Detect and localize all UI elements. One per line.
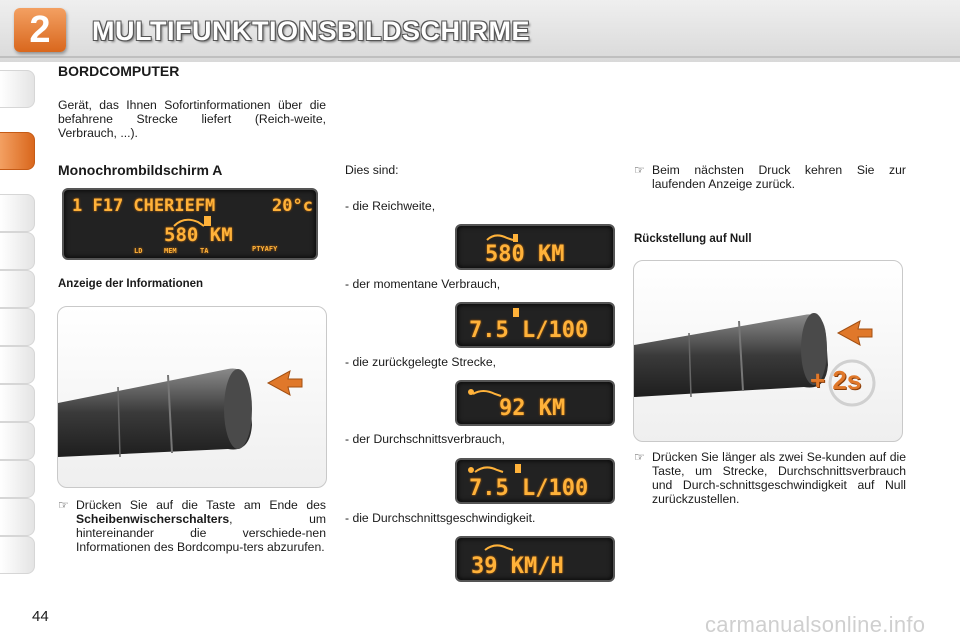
chapter-tabs [0,70,34,580]
chapter-tab-7[interactable] [0,346,35,384]
lcd-distance [455,380,615,426]
list-item-range: - die Reichweite, [345,199,436,213]
page-number: 44 [32,608,49,625]
chapter-tab-8[interactable] [0,384,35,422]
lcd-label-ld: LD [134,247,143,255]
hand-pointer-icon: ☞ [634,450,645,464]
lcd-average-speed [455,536,615,582]
watermark: carmanualsonline.info [705,612,926,637]
info-heading: Anzeige der Informationen [58,278,204,290]
instruction-bullet [58,498,326,554]
chapter-tab-6[interactable] [0,308,35,346]
chapter-tab-9[interactable] [0,422,35,460]
wiper-stalk-icon [58,307,327,488]
next-press-bullet [634,163,906,191]
instruction-suffix: , um hintereinander die verschiede-nen Informationen des Bordcompu-ters abzurufen. [76,512,326,554]
chapter-tab-11[interactable] [0,498,35,536]
lcd-current-consumption-readout: 7.5 L/100 [469,318,589,343]
lcd-average-speed-readout: 39 KM/H [471,554,564,579]
lcd-distance-readout: 92 KM [499,396,566,421]
header-divider [0,56,960,58]
wiper-stalk-figure [57,306,327,488]
hand-pointer-icon: ☞ [58,498,69,512]
chapter-tab-12[interactable] [0,536,35,574]
reset-bullet [634,450,906,506]
list-intro: Dies sind: [345,163,399,177]
instruction-bold: Scheibenwischerschalters [76,512,230,526]
section-intro: Gerät, das Ihnen Sofortinformationen über die befahrene Strecke liefert (Reich-weite, Verbrauch, ...). [58,98,326,140]
reset-stalk-figure [633,260,903,442]
hand-pointer-icon: ☞ [634,163,645,177]
next-press-text: Beim nächsten Druck kehren Sie zur laufenden Anzeige zurück. [652,163,906,191]
instruction-prefix: Drücken Sie auf die Taste am Ende des [76,498,326,512]
monochrome-display-a [62,188,318,260]
chapter-tab-5[interactable] [0,270,35,308]
list-item-average-consumption: - der Durchschnittsverbrauch, [345,432,505,446]
lcd-radio-line: 1 F17 CHERIEFM [72,196,216,216]
lcd-average-consumption [455,458,615,504]
chapter-tab-4[interactable] [0,232,35,270]
reset-heading: Rückstellung auf Null [634,233,752,245]
reset-text: Drücken Sie länger als zwei Se-kunden auf die Taste, um Strecke, Durchschnittsverbrauch und Durch-schnittsgeschwindigkeit auf Null zurückzustellen. [652,450,906,506]
list-item-current-consumption: - der momentane Verbrauch, [345,277,501,291]
chapter-tab-10[interactable] [0,460,35,498]
lcd-label-ta: TA [200,247,209,255]
chapter-tab-2-active[interactable] [0,132,35,170]
chapter-tab-1[interactable] [0,70,35,108]
lcd-label-pty: PTYAFY [252,245,278,253]
display-heading: Monochrombildschirm A [58,162,223,178]
lcd-current-consumption [455,302,615,348]
list-item-distance: - die zurückgelegte Strecke, [345,355,497,369]
wiper-stalk-reset-icon [634,261,903,442]
list-item-average-speed: - die Durchschnittsgeschwindigkeit. [345,511,536,525]
lcd-range-value: 580 KM [164,224,233,246]
section-title: BORDCOMPUTER [58,63,180,79]
hold-duration-label: + 2s [810,365,862,395]
page-title: MULTIFUNKTIONSBILDSCHIRME [92,16,530,46]
lcd-temperature: 20°c [272,196,313,216]
lcd-range [455,224,615,270]
lcd-average-consumption-readout: 7.5 L/100 [469,476,589,501]
lcd-label-mem: MEM [164,247,177,255]
chapter-badge: 2 [14,8,66,52]
chapter-tab-3[interactable] [0,194,35,232]
lcd-range-readout: 580 KM [485,242,565,267]
